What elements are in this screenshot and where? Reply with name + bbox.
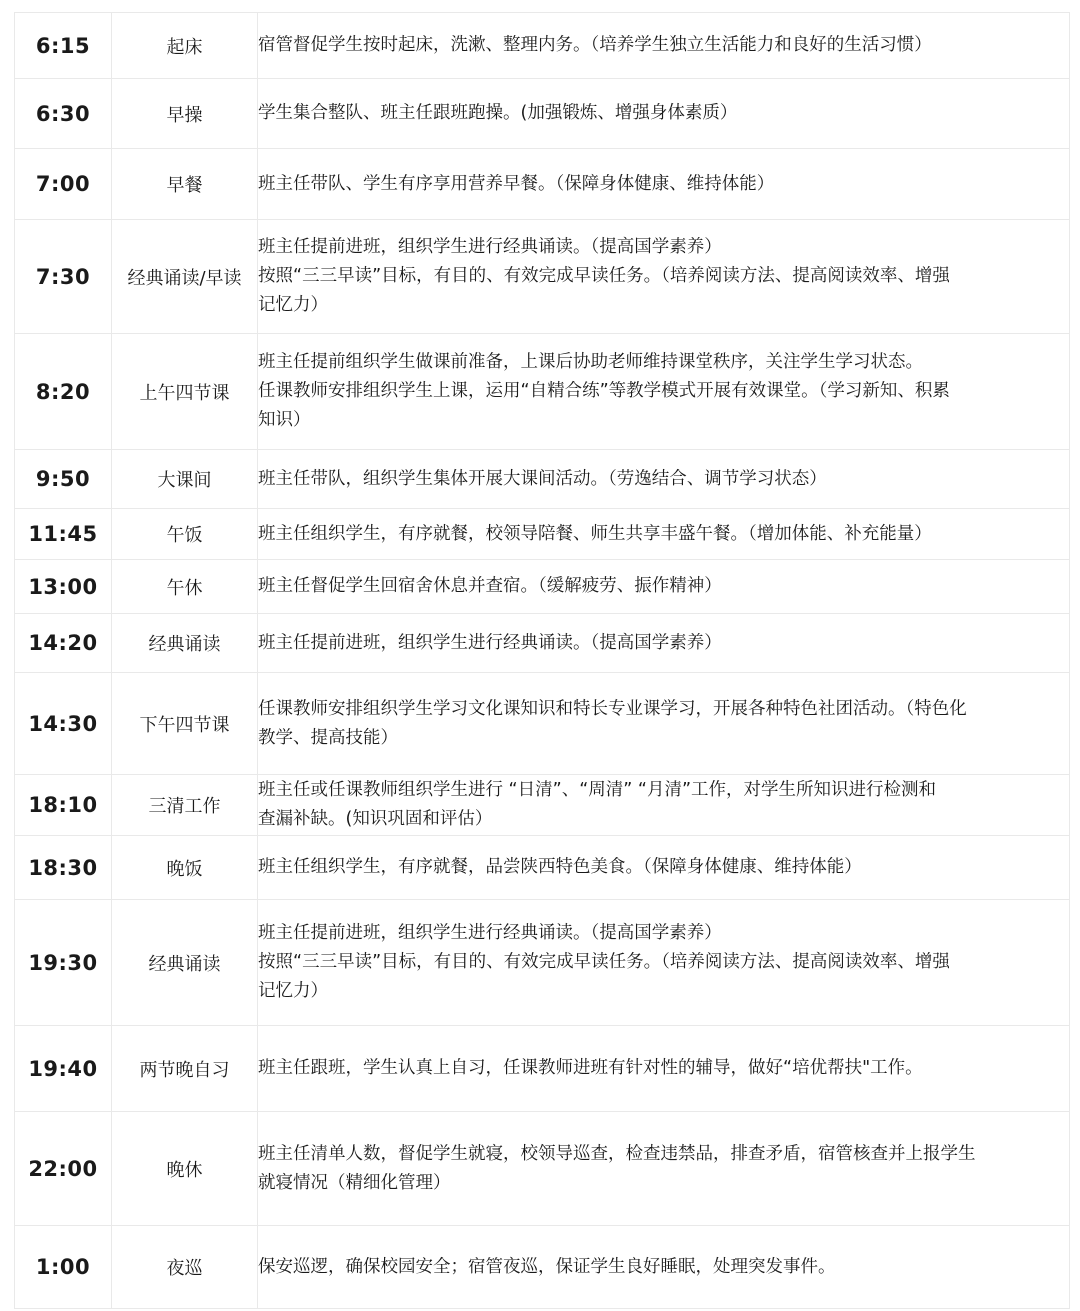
description-line: 班主任或任课教师组织学生进行 “日清”、“周清” “月清”工作，对学生所知识进行检测和 (258, 780, 937, 800)
time-cell: 7:00 (15, 149, 112, 220)
description-cell (258, 149, 1070, 220)
activity-cell: 经典诵读 (112, 614, 258, 673)
description-cell (258, 673, 1070, 775)
schedule-row (15, 900, 1070, 1026)
description-line: 学生集合整队、班主任跟班跑操。(加强锻炼、增强身体素质） (258, 103, 738, 123)
description-line: 知识） (258, 410, 311, 430)
time-cell: 19:30 (15, 900, 112, 1026)
description-cell (258, 220, 1070, 334)
description-line: 班主任提前组织学生做课前准备，上课后协助老师维持课堂秩序，关注学生学习状态。 (258, 352, 923, 372)
schedule-row (15, 1112, 1070, 1226)
description-line: 班主任清单人数，督促学生就寝，校领导巡查，检查违禁品，排查矛盾，宿管核查并上报学生 (258, 1143, 976, 1164)
description-cell (258, 614, 1070, 673)
activity-cell: 经典诵读 (112, 900, 258, 1026)
description-cell (258, 1026, 1070, 1112)
description-line: 班主任提前进班，组织学生进行经典诵读。（提高国学素养） (258, 237, 722, 257)
activity-cell: 午休 (112, 560, 258, 614)
activity-cell: 起床 (112, 13, 258, 79)
schedule-row (15, 334, 1070, 450)
time-cell: 19:40 (15, 1026, 112, 1112)
schedule-row (15, 220, 1070, 334)
description-line: 班主任督促学生回宿舍休息并查宿。（缓解疲劳、振作精神） (258, 576, 722, 596)
description-line: 宿管督促学生按时起床，洗漱、整理内务。（培养学生独立生活能力和良好的生活习惯） (258, 35, 932, 55)
description-cell (258, 1226, 1070, 1309)
time-cell: 6:15 (15, 13, 112, 79)
description-line: 按照“三三早读”目标，有目的、有效完成早读任务。（培养阅读方法、提高阅读效率、增强 (258, 266, 950, 286)
time-cell: 6:30 (15, 79, 112, 149)
description-line: 班主任组织学生，有序就餐，品尝陕西特色美食。（保障身体健康、维持体能） (258, 857, 862, 877)
time-cell: 1:00 (15, 1226, 112, 1309)
description-line: 班主任跟班，学生认真上自习，任课教师进班有针对性的辅导，做好“培优帮扶"工作。 (258, 1058, 923, 1078)
activity-cell: 两节晚自习 (112, 1026, 258, 1112)
time-cell: 13:00 (15, 560, 112, 614)
description-cell (258, 450, 1070, 509)
activity-cell: 三清工作 (112, 775, 258, 836)
schedule-row (15, 673, 1070, 775)
time-cell: 7:30 (15, 220, 112, 334)
time-cell: 8:20 (15, 334, 112, 450)
time-cell: 18:10 (15, 775, 112, 836)
description-line: 班主任带队、学生有序享用营养早餐。（保障身体健康、维持体能） (258, 173, 775, 194)
activity-cell: 晚饭 (112, 836, 258, 900)
activity-cell: 大课间 (112, 450, 258, 509)
description-line: 班主任带队，组织学生集体开展大课间活动。（劳逸结合、调节学习状态） (258, 468, 827, 489)
description-cell (258, 775, 1070, 836)
description-line: 记忆力） (258, 981, 328, 1001)
time-cell: 14:20 (15, 614, 112, 673)
time-cell: 14:30 (15, 673, 112, 775)
description-cell (258, 13, 1070, 79)
schedule-row (15, 79, 1070, 149)
schedule-row (15, 775, 1070, 836)
schedule-table-body (15, 13, 1070, 1309)
schedule-row (15, 836, 1070, 900)
description-line: 班主任提前进班，组织学生进行经典诵读。（提高国学素养） (258, 632, 722, 653)
schedule-row (15, 13, 1070, 79)
schedule-row (15, 509, 1070, 560)
description-cell (258, 836, 1070, 900)
description-cell (258, 509, 1070, 560)
time-cell: 22:00 (15, 1112, 112, 1226)
schedule-row (15, 1226, 1070, 1309)
description-line: 按照“三三早读”目标，有目的、有效完成早读任务。（培养阅读方法、提高阅读效率、增强 (258, 952, 950, 972)
activity-cell: 夜巡 (112, 1226, 258, 1309)
schedule-row (15, 614, 1070, 673)
time-cell: 9:50 (15, 450, 112, 509)
description-line: 就寝情况（精细化管理） (258, 1172, 451, 1193)
activity-cell: 早操 (112, 79, 258, 149)
time-cell: 18:30 (15, 836, 112, 900)
activity-cell: 午饭 (112, 509, 258, 560)
description-line: 保安巡逻，确保校园安全；宿管夜巡，保证学生良好睡眠，处理突发事件。 (258, 1256, 836, 1277)
activity-cell: 下午四节课 (112, 673, 258, 775)
description-cell (258, 1112, 1070, 1226)
description-line: 查漏补缺。(知识巩固和评估） (258, 809, 493, 829)
description-cell (258, 334, 1070, 450)
description-line: 班主任提前进班，组织学生进行经典诵读。（提高国学素养） (258, 923, 722, 943)
activity-cell: 上午四节课 (112, 334, 258, 450)
activity-cell: 晚休 (112, 1112, 258, 1226)
daily-schedule-table (14, 12, 1070, 1309)
schedule-row (15, 149, 1070, 220)
description-line: 记忆力） (258, 295, 328, 315)
description-line: 任课教师安排组织学生学习文化课知识和特长专业课学习，开展各种特色社团活动。（特色化 (258, 698, 967, 719)
schedule-row (15, 450, 1070, 509)
schedule-row (15, 560, 1070, 614)
time-cell: 11:45 (15, 509, 112, 560)
schedule-sheet (14, 12, 1070, 1309)
activity-cell: 经典诵读/早读 (112, 220, 258, 334)
description-line: 任课教师安排组织学生上课，运用“自精合练”等教学模式开展有效课堂。（学习新知、积累 (258, 381, 950, 401)
description-cell (258, 79, 1070, 149)
activity-cell: 早餐 (112, 149, 258, 220)
description-cell (258, 560, 1070, 614)
description-line: 班主任组织学生，有序就餐，校领导陪餐、师生共享丰盛午餐。（增加体能、补充能量） (258, 523, 932, 544)
schedule-row (15, 1026, 1070, 1112)
description-line: 教学、提高技能） (258, 727, 398, 748)
description-cell (258, 900, 1070, 1026)
